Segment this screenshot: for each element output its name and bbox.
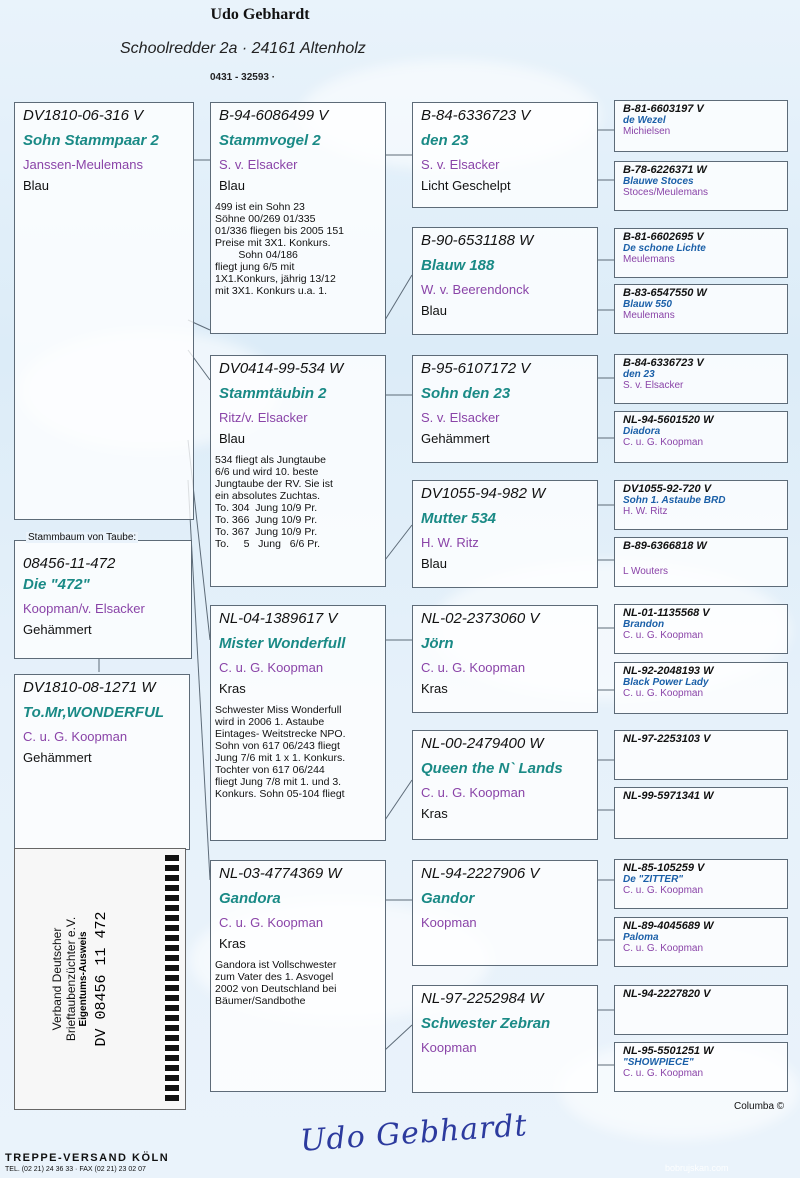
breeder: Koopman [421,1040,477,1055]
ring-number: NL-85-105259 V [623,862,705,874]
pigeon-name: To.Mr,WONDERFUL [23,704,165,721]
breeder: Meulemans [623,310,675,321]
pigeon-name: Die "472" [23,576,90,593]
note-line: Sohn 04/186 [215,249,298,261]
publisher-phone: TEL. (02 21) 24 36 33 · FAX (02 21) 23 02 07 [5,1166,146,1173]
pigeon-name: Sohn Stammpaar 2 [23,132,159,149]
breeder: Koopman/v. Elsacker [23,601,145,616]
sibling-pigeon-card [14,674,190,850]
breeder: H. W. Ritz [623,506,668,517]
ring-number: B-78-6226371 W [623,164,707,176]
performance-notes [215,454,381,550]
feather-color: Blau [421,556,448,571]
note-line: Konkurs. Sohn 05-104 fliegt [215,788,345,800]
breeder: S. v. Elsacker [219,157,298,172]
note-line: Sohn von 617 06/243 fliegt [215,740,340,752]
note-line: fliegt Jung 7/8 mit 1. und 3. [215,776,342,788]
pigeon-name: Blauwe Stoces [623,176,694,187]
grandparent-card [412,102,598,208]
great-grandparent-card [614,1042,788,1092]
pigeon-name: de Wezel [623,115,666,126]
note-line: To. 366 Jung 10/9 Pr. [215,514,318,526]
pigeon-name: Sohn 1. Astaube BRD [623,495,726,506]
note-line: Söhne 00/269 01/335 [215,213,316,225]
parent-card [210,355,386,587]
grandparent-card [412,985,598,1093]
note-line: 1X1.Konkurs, jährig 13/12 [215,273,336,285]
ring-number: DV1055-92-720 V [623,483,712,495]
note-line: fliegt jung 6/5 mit [215,261,295,273]
ring-number: NL-01-1135568 V [623,607,710,619]
breeder: C. u. G. Koopman [623,885,704,896]
ring-number: B-84-6336723 V [623,357,704,369]
breeder: Janssen-Meulemans [23,157,143,172]
great-grandparent-card [614,917,788,967]
pigeon-name: Blauw 550 [623,299,672,310]
great-grandparent-card [614,662,788,714]
pigeon-name: den 23 [623,369,655,380]
performance-notes [215,959,381,1007]
note-line: To. 5 Jung 6/6 Pr. [215,538,321,550]
copyright: Columba © [734,1101,785,1112]
breeder: S. v. Elsacker [421,157,500,172]
feather-color: Gehämmert [23,750,92,765]
note-line: Schwester Miss Wonderfull [215,704,342,716]
pigeon-name: Sohn den 23 [421,385,511,402]
ring-number: DV1055-94-982 W [421,485,546,502]
breeder: C. u. G. Koopman [219,660,324,675]
breeder: C. u. G. Koopman [421,660,526,675]
note-line: zum Vater des 1. Asvogel [215,971,334,983]
breeder: Ritz/v. Elsacker [219,410,308,425]
note-line: To. 304 Jung 10/9 Pr. [215,502,318,514]
note-line: To. 367 Jung 10/9 Pr. [215,526,318,538]
ring-number: NL-00-2479400 W [421,735,544,752]
ring-number: B-95-6107172 V [421,360,531,377]
ring-number: B-90-6531188 W [421,232,534,249]
feather-color: Blau [219,178,246,193]
grandparent-card [412,480,598,588]
note-line: Bäumer/Sandbothe [215,995,306,1007]
breeder: Michielsen [623,126,671,137]
signature: Udo Gebhardt [299,1108,529,1159]
note-line: Gandora ist Vollschwester [215,959,337,971]
ring-number: NL-92-2048193 W [623,665,714,677]
pigeon-name: Gandora [219,890,281,907]
ring-number: NL-94-2227820 V [623,988,711,1000]
parent-card [210,102,386,334]
pigeon-name: Blauw 188 [421,257,495,274]
feather-color: Kras [219,936,246,951]
note-line: mit 3X1. Konkurs u.a. 1. [215,285,328,297]
ring-number: NL-03-4774369 W [219,865,342,882]
great-grandparent-card [614,228,788,278]
breeder: S. v. Elsacker [623,380,684,391]
great-grandparent-card [614,161,788,211]
ring-number: NL-04-1389617 V [219,610,338,627]
pigeon-name: Stammvogel 2 [219,132,321,149]
great-grandparent-card [614,537,788,587]
note-line: ein absolutes Zuchtas. [215,490,321,502]
stamp-text [50,854,150,1104]
grandparent-card [412,730,598,840]
stamp-title: Eigentums-Ausweis [78,931,89,1027]
pigeon-name: Jörn [421,635,454,652]
ring-number: DV0414-99-534 W [219,360,344,377]
great-grandparent-card [614,354,788,404]
breeder: Meulemans [623,254,675,265]
watermark: bobrujskan.com [665,1163,729,1173]
parent-card [210,605,386,841]
ring-number: NL-89-4045689 W [623,920,714,932]
legend-label: Stammbaum von Taube: [28,532,137,543]
grandparent-card [412,605,598,713]
pigeon-name: Gandor [421,890,475,907]
ring-number: B-94-6086499 V [219,107,329,124]
breeder: Stoces/Meulemans [623,187,709,198]
subject-pigeon-card [14,102,194,520]
stamp-org-line: Verband Deutscher [50,927,64,1031]
note-line: 6/6 und wird 10. beste [215,466,319,478]
great-grandparent-card [614,411,788,463]
feather-color: Blau [219,431,246,446]
breeder: S. v. Elsacker [421,410,500,425]
pigeon-name: Black Power Lady [623,677,709,688]
ownership-card-stamp [14,848,186,1110]
feather-color: Kras [219,681,246,696]
breeder: C. u. G. Koopman [623,1068,704,1079]
ring-number: NL-97-2253103 V [623,733,711,745]
breeder: C. u. G. Koopman [623,943,704,954]
feather-color: Gehämmert [421,431,490,446]
feather-color: Blau [421,303,448,318]
stamp-number: DV 08456 11 472 [93,911,110,1047]
great-grandparent-card [614,480,788,530]
ring-number: NL-95-5501251 W [623,1045,714,1057]
breeder: W. v. Beerendonck [421,282,530,297]
ring-number: NL-94-5601520 W [623,414,714,426]
owner-name: Udo Gebhardt [210,6,310,23]
ring-number: NL-99-5971341 W [623,790,714,802]
parent-card [210,860,386,1092]
stamp-hologram-strip [165,855,179,1101]
great-grandparent-card [614,604,788,654]
pigeon-name: De schone Lichte [623,243,706,254]
great-grandparent-card [614,730,788,780]
ring-number: B-81-6603197 V [623,103,704,115]
pigeon-name: "SHOWPIECE" [623,1057,694,1068]
ring-number: B-84-6336723 V [421,107,531,124]
breeder: C. u. G. Koopman [23,729,128,744]
stamp-org-line: Brieftaubenzüchter e.V. [64,916,78,1042]
ring-number: B-83-6547550 W [623,287,707,299]
grandparent-card [412,860,598,966]
great-grandparent-card [614,859,788,909]
pigeon-name: Brandon [623,619,665,630]
note-line: Jungtaube der RV. Sie ist [215,478,333,490]
note-line: Jung 7/6 mit 1 x 1. Konkurs. [215,752,346,764]
note-line: wird in 2006 1. Astaube [215,716,325,728]
breeder: L Wouters [623,566,669,577]
breeder: C. u. G. Koopman [421,785,526,800]
owner-phone: 0431 - 32593 · [210,72,276,83]
breeder: C. u. G. Koopman [623,437,704,448]
great-grandparent-card [614,100,788,152]
breeder: H. W. Ritz [421,535,479,550]
pigeon-name: Schwester Zebran [421,1015,551,1032]
pigeon-name: Diadora [623,426,661,437]
ring-number: B-89-6366818 W [623,540,707,552]
note-line: Tochter von 617 06/244 [215,764,325,776]
note-line: Eintages- Weitstrecke NPO. [215,728,346,740]
performance-notes [215,201,381,297]
great-grandparent-card [614,284,788,334]
ring-number: 08456-11-472 [23,555,116,572]
breeder: C. u. G. Koopman [623,630,704,641]
grandparent-card [412,227,598,335]
ring-number: NL-97-2252984 W [421,990,544,1007]
ring-number: DV1810-06-316 V [23,107,144,124]
pigeon-name: De "ZITTER" [623,874,684,885]
ring-number: NL-94-2227906 V [421,865,540,882]
performance-notes [215,704,381,800]
pigeon-name: Paloma [623,932,659,943]
note-line: 499 ist ein Sohn 23 [215,201,305,213]
pigeon-name: den 23 [421,132,469,149]
breeder: C. u. G. Koopman [219,915,324,930]
note-line: 534 fliegt als Jungtaube [215,454,326,466]
feather-color: Gehämmert [23,622,92,637]
feather-color: Blau [23,178,50,193]
publisher-name: TREPPE-VERSAND KÖLN [5,1152,170,1164]
ring-number: DV1810-08-1271 W [23,679,156,696]
ring-number: B-81-6602695 V [623,231,704,243]
ring-number: NL-02-2373060 V [421,610,540,627]
feather-color: Kras [421,806,448,821]
grandparent-card [412,355,598,463]
breeder: C. u. G. Koopman [623,688,704,699]
great-grandparent-card [614,787,788,839]
pigeon-name: Queen the N` Lands [421,760,563,777]
feather-color: Kras [421,681,448,696]
breeder: Koopman [421,915,477,930]
pigeon-name: Mutter 534 [421,510,497,527]
great-grandparent-card [614,985,788,1035]
note-line: 01/336 fliegen bis 2005 151 [215,225,345,237]
feather-color: Licht Geschelpt [421,178,511,193]
note-line: 2002 von Deutschland bei [215,983,337,995]
owner-address: Schoolredder 2a · 24161 Altenholz [120,40,366,57]
legend-pigeon-card [14,540,192,659]
pigeon-name: Stammtäubin 2 [219,385,327,402]
pigeon-name: Mister Wonderfull [219,635,346,652]
note-line: Preise mit 3X1. Konkurs. [215,237,331,249]
